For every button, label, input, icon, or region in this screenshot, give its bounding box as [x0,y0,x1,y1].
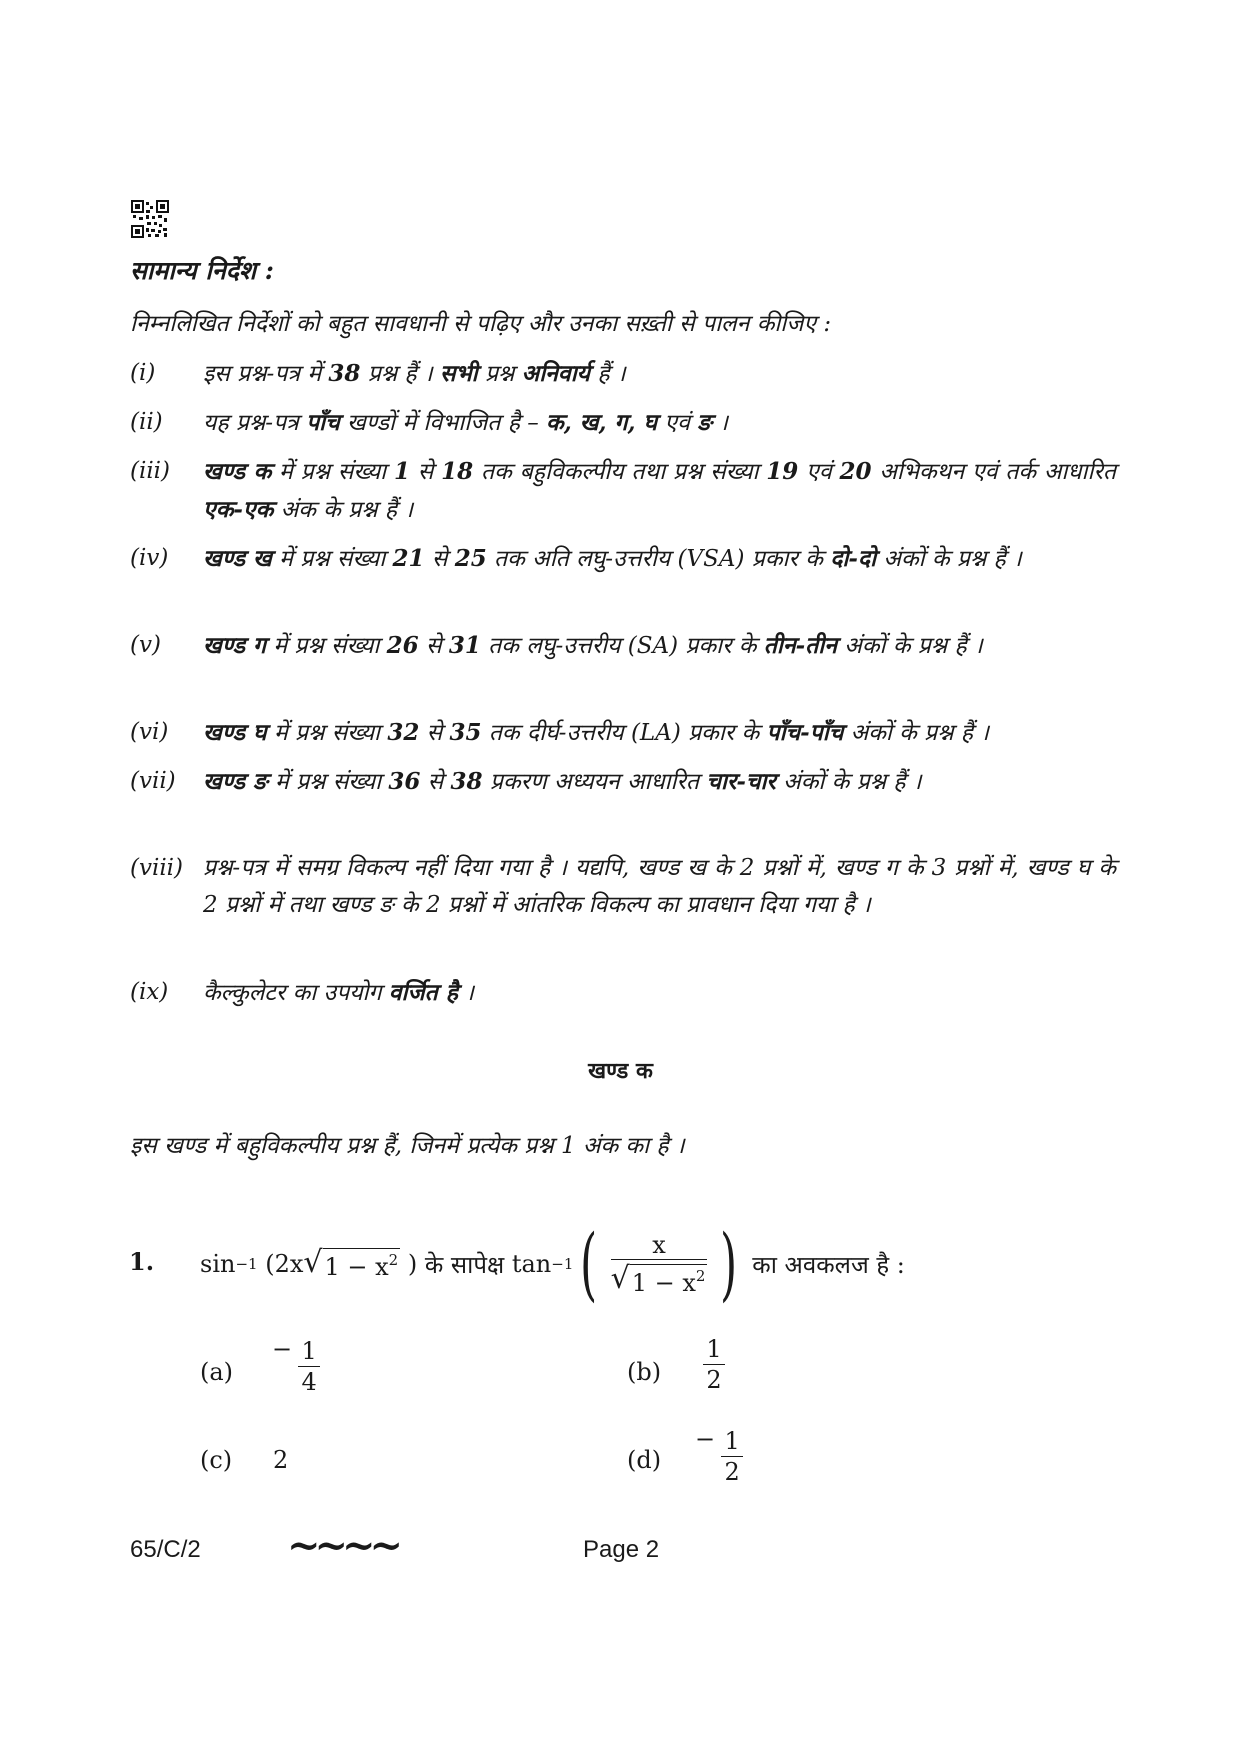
sin-function: sin [200,1250,236,1278]
instruction-number: (v) [130,632,161,658]
argument-open: (2x [257,1250,304,1278]
section-intro: इस खण्ड में बहुविकल्पीय प्रश्न हैं, जिनमें प्रत्येक प्रश्न 1 अंक का है । [130,1133,685,1159]
instruction-number: (iv) [130,545,169,571]
instructions-title: सामान्य निर्देश : [130,256,274,285]
argument-close: ) [400,1250,418,1278]
instruction-text: खण्ड ग में प्रश्न संख्या 26 से 31 तक लघु-उत्तरीय (SA) प्रकार के तीन-तीन अंकों के प्रश्न हैं । [203,632,983,659]
option-label: (a) [200,1358,234,1386]
instruction-text: खण्ड क में प्रश्न संख्या 1 से 18 तक बहुविकल्पीय तथा प्रश्न संख्या 19 एवं 20 अभिकथन एवं तर्क आधारित एक-एक अंक के प्रश्न हैं । [203,458,1116,523]
instructions-intro: निम्नलिखित निर्देशों को बहुत सावधानी से पढ़िए और उनका सख़्ती से पालन कीजिए : [130,311,832,337]
square-root: √ $1 - x^2$ [610,1261,706,1297]
option-b-value: $\frac{1}{2}$ [703,1335,725,1393]
instruction-text: प्रश्न-पत्र में समग्र विकल्प नहीं दिया गया है । यद्यपि, खण्ड ख के 2 प्रश्नों में, खण्ड ग के 3 प्रश्नों में, खण्ड घ के 2 प्रश्नों में तथा खण्ड ङ के 2 प्रश्नों में आंतरिक विकल्प का प्रावधान दिया गया है । [203,855,1116,918]
option-a-value: − $\frac{1}{4}$ [272,1335,320,1395]
option-d-value: − $\frac{1}{2}$ [695,1425,743,1485]
option-label: (d) [627,1446,662,1474]
instruction-number: (vi) [130,719,169,745]
instruction-text: खण्ड ङ में प्रश्न संख्या 36 से 38 प्रकरण अध्ययन आधारित चार-चार अंकों के प्रश्न हैं । [203,768,922,795]
instruction-text: कैल्कुलेटर का उपयोग वर्जित है । [203,979,474,1006]
qr-code [131,200,169,238]
instruction-number: (vii) [130,768,176,794]
instruction-number: (ii) [130,409,163,435]
instruction-number: (i) [130,360,156,386]
instruction-text: खण्ड घ में प्रश्न संख्या 32 से 35 तक दीर्घ-उत्तरीय (LA) प्रकार के पाँच-पाँच अंकों के प्रश्न हैं । [203,719,990,746]
option-c-value: 2 [273,1446,289,1474]
with-respect-to: के सापेक्ष [417,1250,512,1279]
page-number: Page 2 [583,1536,660,1563]
instruction-item [130,540,1116,578]
instruction-text: इस प्रश्न-पत्र में 38 प्रश्न हैं । सभी प्रश्न अनिवार्य हैं । [203,360,626,387]
instruction-item [130,714,1116,752]
instruction-number: (viii) [130,855,184,881]
instruction-item [130,627,1116,665]
instruction-number: (ix) [130,979,169,1005]
option-label: (b) [627,1358,662,1386]
instruction-item [130,850,1116,924]
question-tail: का अवकलज है : [744,1250,905,1279]
option-label: (c) [200,1446,233,1474]
square-root: √ $1 - x^2$ [303,1244,399,1281]
instruction-item [130,763,1116,801]
paper-code: 65/C/2 [130,1536,201,1563]
tilde-mark: ~~~~ [287,1522,398,1569]
instruction-item [130,404,1116,442]
right-paren: ) [720,1217,738,1310]
instruction-item [130,974,1116,1012]
instruction-text: यह प्रश्न-पत्र पाँच खण्डों में विभाजित है – क, ख, ग, घ एवं ङ । [203,409,728,436]
tan-function: tan [511,1250,552,1278]
fraction [611,1231,708,1297]
inverse-exponent: −1 [551,1255,574,1273]
instruction-item [130,355,1116,393]
inverse-exponent: −1 [235,1255,258,1273]
question-text [200,1214,905,1314]
instruction-item [130,453,1116,529]
section-title: खण्ड क [588,1058,653,1084]
instruction-number: (iii) [130,458,171,484]
left-paren: ( [580,1217,598,1310]
fraction-numerator: x [652,1231,666,1259]
question-number: 1. [129,1247,155,1276]
instruction-text: खण्ड ख में प्रश्न संख्या 21 से 25 तक अति लघु-उत्तरीय (VSA) प्रकार के दो-दो अंकों के प्रश्न हैं । [203,545,1022,572]
